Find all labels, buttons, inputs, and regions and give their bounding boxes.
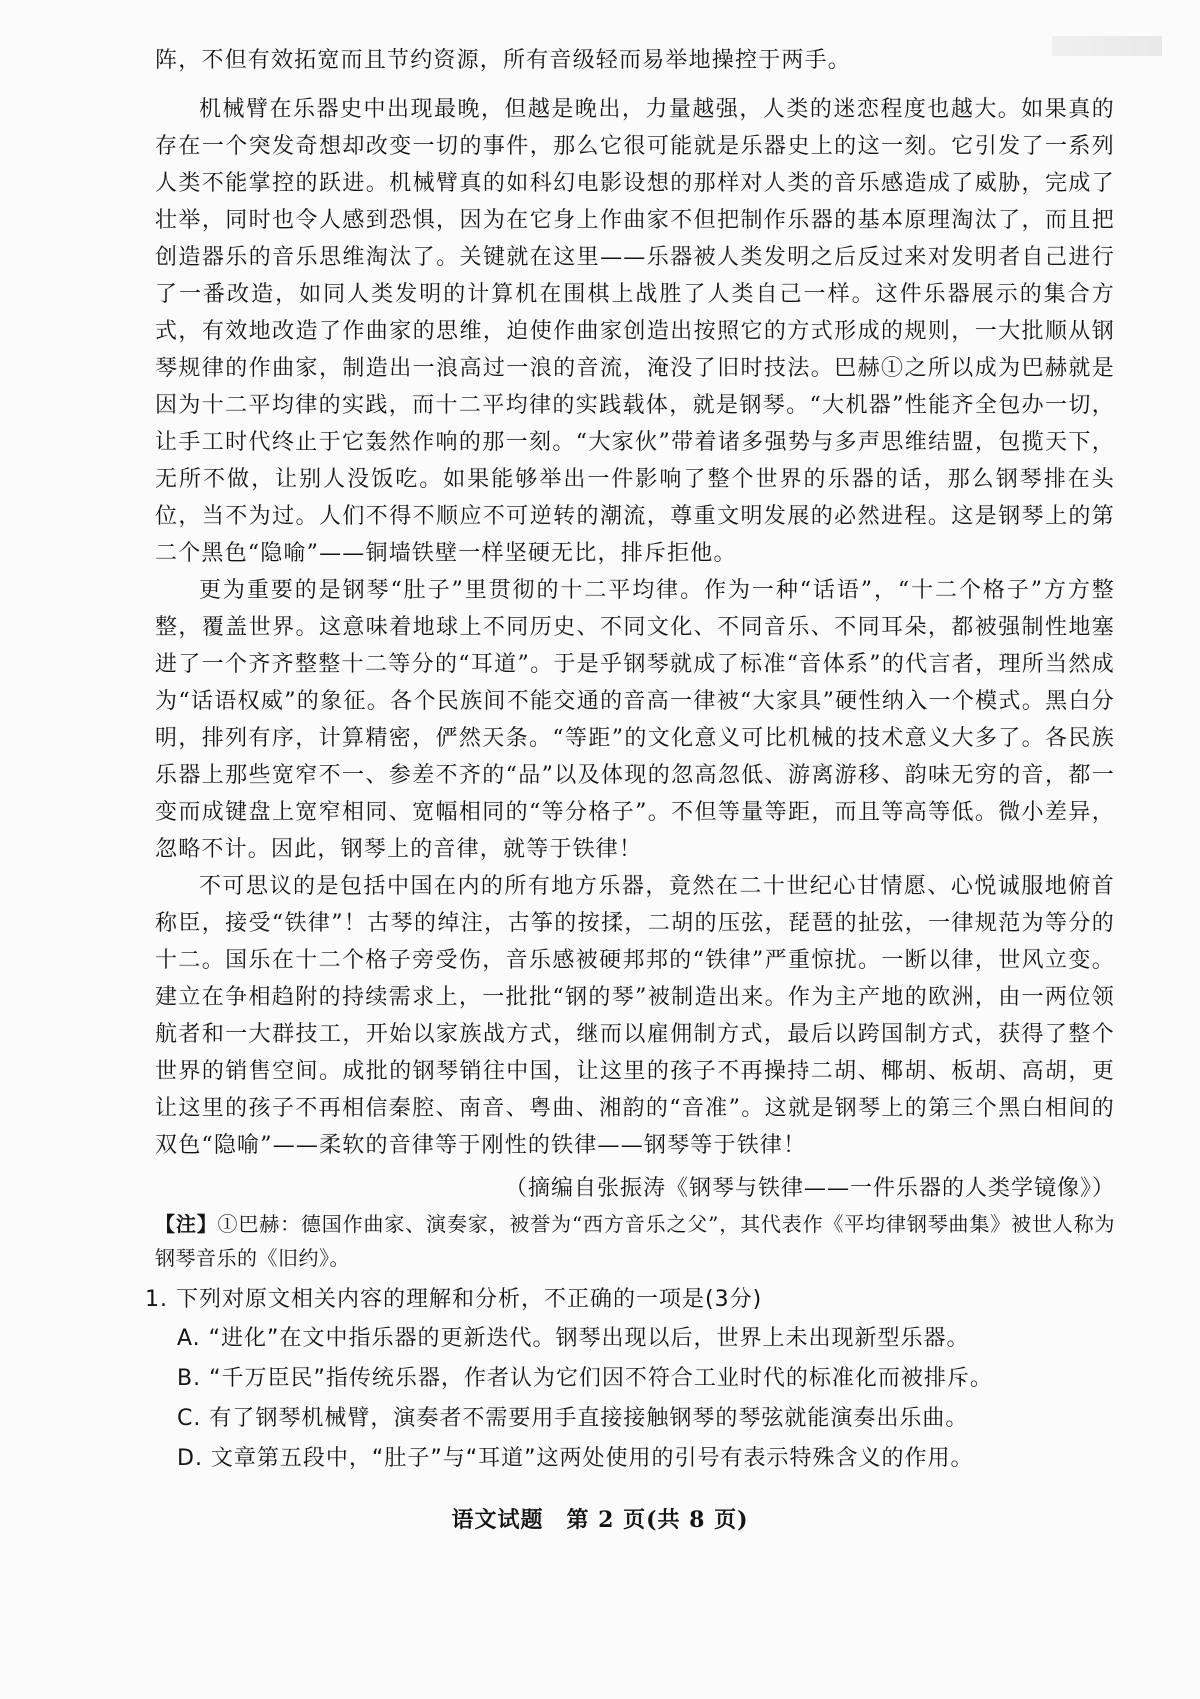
footnote-label: 【注】 <box>155 1212 218 1236</box>
paragraph-iron-law: 不可思议的是包括中国在内的所有地方乐器，竟然在二十世纪心甘情愿、心悦诚服地俯首称臣，接受“铁律”！古琴的绰注，古筝的按揉，二胡的压弦，琵琶的扯弦，一律规范为等分的十二。国乐在十二个格子旁受伤，音乐感被硬邦邦的“铁律”严重惊扰。一断以律，世风立变。建立在争相趋附的持续需求上，一批批“钢的琴”被制造出来。作为主产地的欧洲，由一两位领航者和一大群技工，开始以家族战方式，继而以雇佣制方式，最后以跨国制方式，获得了整个世界的销售空间。成批的钢琴销往中国，让这里的孩子不再操持二胡、椰胡、板胡、高胡，更让这里的孩子不再相信秦腔、南音、粤曲、湘韵的“音准”。这就是钢琴上的第三个黑白相间的双色“隐喻”——柔软的音律等于刚性的铁律——钢琴等于铁律！ <box>155 874 1115 1158</box>
paragraph-twelve-tone: 更为重要的是钢琴“肚子”里贯彻的十二平均律。作为一种“话语”，“十二个格子”方方整整，覆盖世界。这意味着地球上不同历史、不同文化、不同音乐、不同耳朵，都被强制性地塞进了一个齐齐整整十二等分的“耳道”。于是乎钢琴就成了标准“音体系”的代言者，理所当然成为“话语权威”的象征。各个民族间不能交通的音高一律被“大家具”硬性纳入一个模式。黑白分明，排列有序，计算精密，俨然天条。“等距”的文化意义可比机械的技术意义大多了。各民族乐器上那些宽窄不一、参差不齐的“品”以及体现的忽高忽低、游离游移、韵味无穷的音，都一变而成键盘上宽窄相同、宽幅相同的“等分格子”。不但等量等距，而且等高等低。微小差异，忽略不计。因此，钢琴上的音律，就等于铁律！ <box>155 578 1115 862</box>
footnote-text: ①巴赫：德国作曲家、演奏家，被誉为“西方音乐之父”，其代表作《平均律钢琴曲集》被世人称为钢琴音乐的《旧约》。 <box>155 1212 1115 1270</box>
question-stem: 1. 下列对原文相关内容的理解和分析，不正确的一项是(3分) <box>145 1287 763 1312</box>
option-a: A. “进化”在文中指乐器的更新迭代。钢琴出现以后，世界上未出现新型乐器。 <box>177 1326 970 1351</box>
reading-passage <box>145 42 1115 1479</box>
source-citation: （摘编自张振涛《钢琴与铁律——一件乐器的人类学镜像》） <box>504 1176 1115 1201</box>
option-d: D. 文章第五段中，“肚子”与“耳道”这两处使用的引号有表示特殊含义的作用。 <box>177 1446 974 1471</box>
footnote <box>155 1207 1115 1275</box>
option-b: B. “千万臣民”指传统乐器，作者认为它们因不符合工业时代的标准化而被排斥。 <box>177 1366 993 1391</box>
page-footer: 语文试题 第 2 页(共 8 页) <box>451 1507 749 1533</box>
paragraph-continuation: 阵，不但有效拓宽而且节约资源，所有音级轻而易举地操控于两手。 <box>155 48 852 73</box>
question-block <box>145 1281 1115 1479</box>
option-c: C. 有了钢琴机械臂，演奏者不需要用手直接接触钢琴的琴弦就能演奏出乐曲。 <box>177 1406 969 1431</box>
paragraph-mechanical-arm: 机械臂在乐器史中出现最晚，但越是晚出，力量越强，人类的迷恋程度也越大。如果真的存在一个突发奇想却改变一切的事件，那么它很可能就是乐器史上的这一刻。它引发了一系列人类不能掌控的跃进。机械臂真的如科幻电影设想的那样对人类的音乐感造成了威胁，完成了壮举，同时也令人感到恐惧，因为在它身上作曲家不但把制作乐器的基本原理淘汰了，而且把创造器乐的音乐思维淘汰了。关键就在这里——乐器被人类发明之后反过来对发明者自己进行了一番改造，如同人类发明的计算机在围棋上战胜了人类自己一样。这件乐器展示的集合方式，有效地改造了作曲家的思维，迫使作曲家创造出按照它的方式形成的规则，一大批顺从钢琴规律的作曲家，制造出一浪高过一浪的音流，淹没了旧时技法。巴赫①之所以成为巴赫就是因为十二平均律的实践，而十二平均律的实践载体，就是钢琴。“大机器”性能齐全包办一切，让手工时代终止于它轰然作响的那一刻。“大家伙”带着诸多强势与多声思维结盟，包揽天下，无所不做，让别人没饭吃。如果能够举出一件影响了整个世界的乐器的话，那么钢琴排在头位，当不为过。人们不得不顺应不可逆转的潮流，尊重文明发展的必然进程。这是钢琴上的第二个黑色“隐喻”——铜墙铁壁一样坚硬无比，排斥拒他。 <box>155 97 1115 566</box>
